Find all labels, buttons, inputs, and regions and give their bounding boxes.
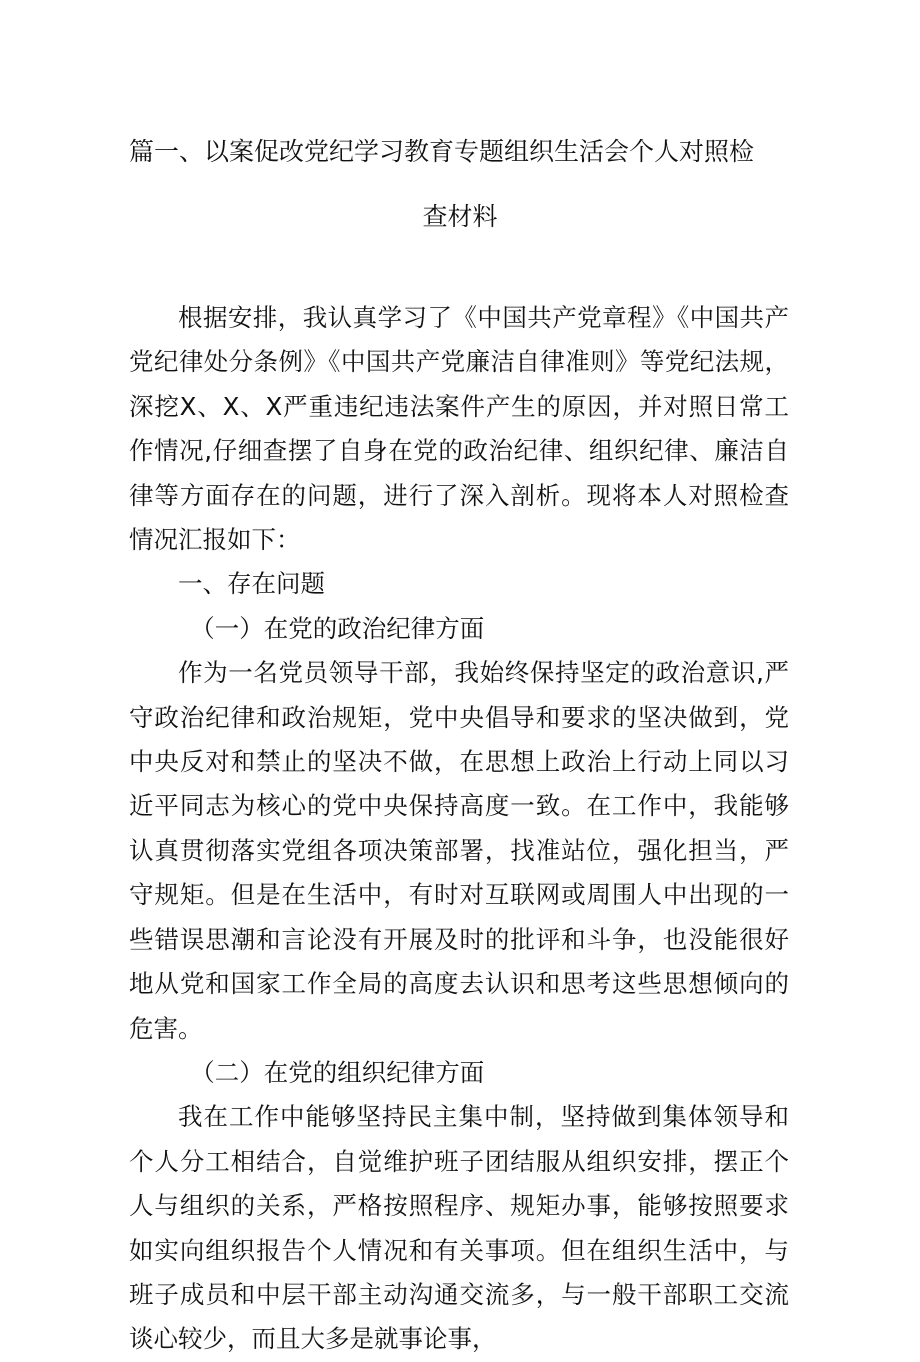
political-discipline-paragraph: 作为一名党员领导干部，我始终保持坚定的政治意识,严守政治纪律和政治规矩，党中央倡导和要求的坚决做到，党中央反对和禁止的坚决不做，在思想上政治上行动上同以习近平同志为核心的党中央保持高度一致。在工作中，我能够认真贯彻落实党组各项决策部署，找准站位，强化担当，严守规矩。但是在生活中，有时对互联网或周围人中出现的一些错误思潮和言论没有开展及时的批评和斗争，也没能很好地从党和国家工作全局的高度去认识和思考这些思想倾向的危害。	[129, 658, 789, 1043]
subsection-heading-organizational-discipline: （二）在党的组织纪律方面	[190, 1057, 485, 1087]
document-title-line-2: 查材料	[422, 202, 498, 231]
intro-paragraph: 根据安排，我认真学习了《中国共产党章程》《中国共产党纪律处分条例》《中国共产党廉洁自律准则》等党纪法规，深挖X、X、X严重违纪违法案件产生的原因，并对照日常工作情况,仔细查摆了自身在党的政治纪律、组织纪律、廉洁自律等方面存在的问题，进行了深入剖析。现将本人对照检查情况汇报如下：	[129, 303, 789, 555]
document-title-line-1: 篇一、以案促改党纪学习教育专题组织生活会个人对照检	[129, 137, 755, 166]
subsection-heading-political-discipline: （一）在党的政治纪律方面	[190, 613, 485, 643]
organizational-discipline-paragraph: 我在工作中能够坚持民主集中制，坚持做到集体领导和个人分工相结合，自觉维护班子团结服从组织安排，摆正个人与组织的关系，严格按照程序、规矩办事，能够按照要求如实向组织报告个人情况和有关事项。但在组织生活中，与班子成员和中层干部主动沟通交流多，与一般干部职工交流谈心较少，而且大多是就事论事，	[129, 1102, 789, 1354]
section-heading-existing-problems: 一、存在问题	[178, 569, 325, 599]
document-body	[129, 296, 789, 1362]
